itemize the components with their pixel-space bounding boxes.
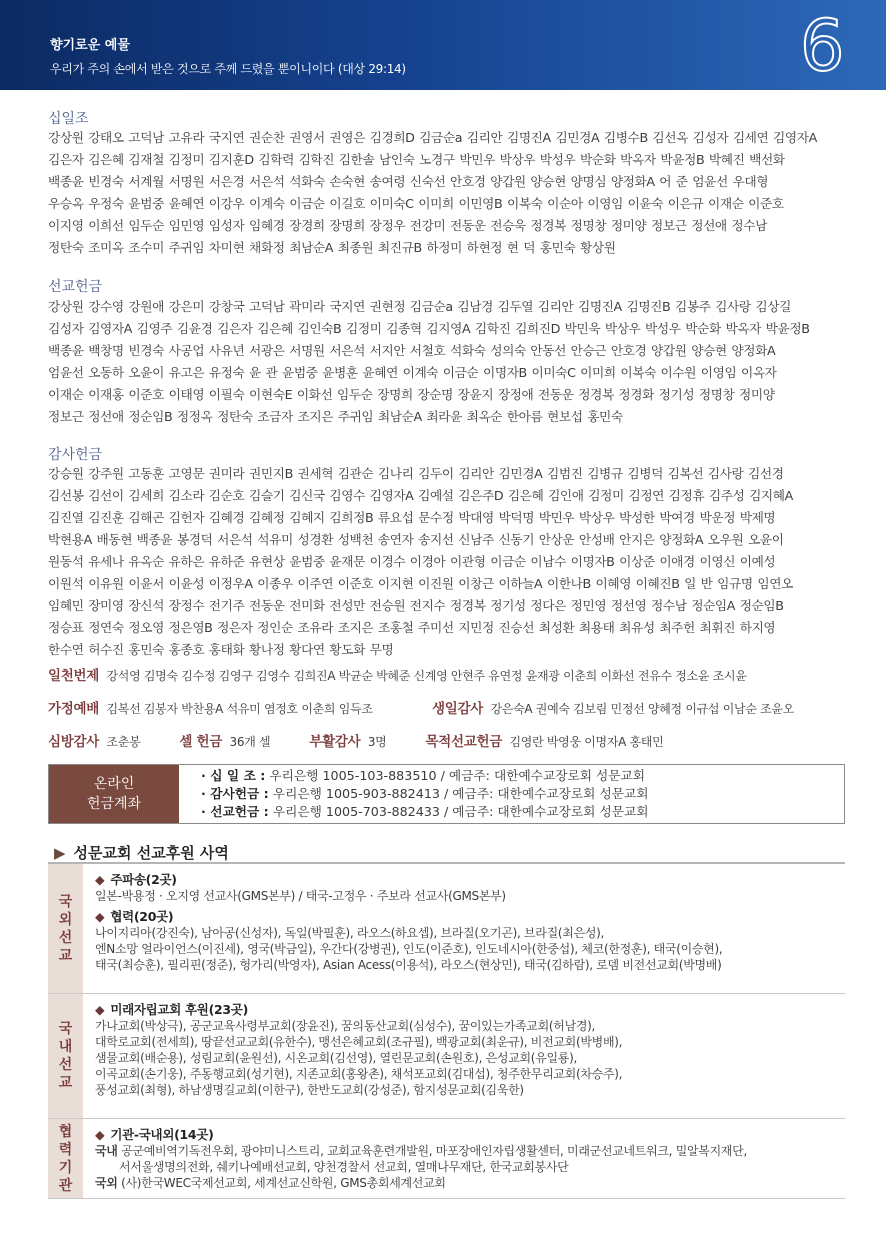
- support-table: [48, 862, 845, 1199]
- name-line: 엄윤선 오동하 오윤이 유고은 유정숙 윤 관 윤범중 윤병훈 윤혜연 이계숙 이금순 이명자B 이미숙C 이미희 이복숙 이수원 이영임 이옥자: [48, 365, 777, 380]
- name-line: 김은자 김은혜 김재철 김정미 김지훈D 김학력 김학진 김한솔 남인숙 노경구 박민우 박상우 박성우 박순화 박옥자 박윤정B 박혜진 백선화: [48, 152, 785, 167]
- diamond-icon: ◆: [95, 909, 105, 924]
- simbang-value: 조춘봉: [106, 735, 141, 749]
- saengil-line: [432, 697, 794, 717]
- account-value: 우리은행 1005-103-883510 / 예금주: 대한예수교장로회 성문교회: [269, 768, 646, 783]
- support-row-domestic: [48, 994, 845, 1119]
- foreign-line: (사)한국WEC국제선교회, 세계선교신학원, GMS총회세계선교회: [121, 1176, 446, 1190]
- support-line: [95, 1143, 845, 1159]
- domestic-key: 국내: [95, 1144, 118, 1158]
- account-row: [201, 803, 649, 821]
- account-key: · 감사헌금 :: [201, 786, 269, 801]
- name-line: 백종윤 빈경숙 서계월 서명원 서은경 서은석 석화숙 손숙현 송여령 신숙선 안호경 양갑원 양승현 양명심 양정화A 어 준 엄윤선 우대형: [48, 174, 769, 189]
- name-line: 임혜민 장미영 장신석 장정수 전기주 전동운 전미화 전성만 전승원 전지수 정경복 정기성 정다은 정민영 정선영 정수남 정순임A 정순임B: [48, 598, 784, 613]
- saengil-label: 생일감사: [432, 701, 483, 717]
- online-account-box: [48, 764, 845, 824]
- support-row-label: [48, 1119, 83, 1198]
- saengil-names: 강은숙A 권예숙 김보림 민정선 양혜정 이규섭 이남순 조윤오: [490, 702, 795, 716]
- name-line: 김선봉 김선이 김세희 김소라 김순호 김슬기 김신국 김영수 김영자A 김예설 김은주D 김은혜 김인애 김정미 김정연 김정휴 김주성 김지혜A: [48, 488, 793, 503]
- support-row-label: [48, 994, 83, 1118]
- buhwal-label: 부활감사: [309, 734, 361, 750]
- mokjeok-label: 목적선교헌금: [425, 734, 502, 750]
- support-row-body: [83, 864, 845, 993]
- cell-value: 36개 셀: [229, 735, 271, 749]
- misc-line-3: [48, 730, 663, 750]
- page-header: [0, 0, 886, 90]
- support-subheading: [95, 872, 845, 888]
- name-line: 이원석 이유원 이윤서 이윤성 이정우A 이종우 이주연 이준호 이지현 이진원 이창근 이하늘A 이한나B 이혜영 이혜진B 일 반 임규명 임연오: [48, 576, 793, 591]
- support-line: 샘물교회(배순용), 성림교회(윤원선), 시온교회(김선영), 열린문교회(손원호), 은성교회(유일룡),: [95, 1051, 577, 1065]
- online-account-label-line2: 헌금계좌: [86, 796, 142, 812]
- name-line: 정탄숙 조미옥 조수미 주귀임 차미현 채화정 최남순A 최종원 최진규B 하정미 하현정 현 덕 홍민숙 황상원: [48, 240, 616, 255]
- support-subheading-text: 기관-국내외(14곳): [110, 1127, 214, 1142]
- support-subheading-text: 주파송(2곳): [110, 872, 177, 887]
- account-value: 우리은행 1005-903-882413 / 예금주: 대한예수교장로회 성문교회: [272, 786, 649, 801]
- section-title-tithe: 십일조: [48, 111, 89, 127]
- account-value: 우리은행 1005-703-882433 / 예금주: 대한예수교장로회 성문교회: [272, 804, 649, 819]
- ilcheon-names: 강석영 김명숙 김수정 김영구 김영수 김희진A 박균순 박혜준 신계영 안현주 유연정 윤재광 이춘희 이화선 전유수 정소윤 조시윤: [106, 669, 747, 683]
- name-line: 백종윤 백창명 빈경숙 사공업 사유년 서광은 서명원 서은석 서지안 서철호 석화숙 성의숙 안동선 안승근 안호경 양갑원 양승현 양정화A: [48, 343, 776, 358]
- support-line: 가나교회(박상극), 공군교육사령부교회(장윤진), 꿈의동산교회(심성수), 꿈이있는가족교회(허남경),: [95, 1019, 596, 1033]
- support-title: [54, 842, 229, 863]
- name-line: 김성자 김영자A 김영주 김윤경 김은자 김은혜 김인숙B 김정미 김종혁 김지영A 김학진 김희진D 박민욱 박상우 박성우 박순화 박옥자 박윤정B: [48, 321, 810, 336]
- section-title-thanks: 감사헌금: [48, 447, 103, 463]
- support-line: 엔N소망 얼라이언스(이진세), 영국(박금일), 우간다(강병권), 인도(이준호), 인도네시아(한중섭), 체코(한정훈), 태국(이승현),: [95, 942, 723, 956]
- support-line: [95, 1175, 845, 1191]
- support-row-overseas: [48, 864, 845, 994]
- support-line: 이곡교회(손기웅), 주동행교회(성기현), 지존교회(홍왕촌), 채석포교회(김대섭), 청주한무리교회(차승주),: [95, 1067, 623, 1081]
- support-row-partners: [48, 1119, 845, 1199]
- support-row-label-text: 협력기관: [58, 1123, 73, 1194]
- support-line: 서서울생명의전화, 쉐키나예배선교회, 양천경찰서 선교회, 열매나무재단, 한국교회봉사단: [119, 1160, 569, 1174]
- section-title-mission: 선교헌금: [48, 279, 103, 295]
- header-title: 향기로운 예물: [50, 38, 130, 53]
- gajeong-label: 가정예배: [48, 701, 99, 717]
- simbang-label: 심방감사: [48, 734, 99, 750]
- mission-names: [48, 296, 850, 428]
- buhwal-value: 3명: [367, 735, 387, 749]
- support-row-label: [48, 864, 83, 993]
- gajeong-names: 김복선 김봉자 박찬용A 석유미 염정호 이춘희 임득조: [106, 702, 373, 716]
- support-row-label-text: 국외선교: [58, 893, 73, 964]
- support-line: 태국(최승훈), 필리핀(정준), 헝가리(박영자), Asian Acess(이용석), 라오스(현상민), 태국(김하람), 로뎀 비전선교회(박명배): [95, 958, 722, 972]
- name-line: 강상원 강태오 고덕남 고유라 국지연 권순찬 권영서 권영은 김경희D 김금순a 김리안 김명진A 김민경A 김병수B 김선옥 김성자 김세연 김영자A: [48, 130, 817, 145]
- online-account-label-line1: 온라인: [93, 776, 135, 792]
- support-subheading: [95, 1127, 845, 1143]
- name-line: 우승옥 우정숙 윤범중 윤혜연 이강우 이계숙 이금순 이길호 이미숙C 이미희 이민영B 이복숙 이순아 이영임 이윤숙 이은규 이재순 이준호: [48, 196, 784, 211]
- online-account-label: [49, 765, 179, 823]
- name-line: 원동석 유세나 유옥순 유하은 유하준 유현상 윤범중 윤재문 이경수 이경아 이관형 이금순 이남수 이명자B 이상준 이애경 이영신 이예성: [48, 554, 776, 569]
- name-line: 이지영 이희선 임두순 임민영 임성자 임혜경 장경희 장명희 장정우 전강미 전동운 전승욱 정경복 정명창 정미양 정보근 정선애 정수남: [48, 218, 767, 233]
- support-subheading: [95, 1002, 845, 1018]
- triangle-right-icon: ▶: [54, 844, 66, 862]
- name-line: 박현용A 배동현 백종윤 봉경덕 서은석 석유미 성경환 성백천 송연자 송지선 신남주 신동기 안상운 안성배 안지은 양정화A 오우원 오윤이: [48, 532, 784, 547]
- support-title-text: 성문교회 선교후원 사역: [73, 844, 229, 862]
- account-row: [201, 767, 649, 785]
- foreign-key: 국외: [95, 1176, 118, 1190]
- support-row-body: [83, 994, 845, 1118]
- support-subheading-text: 미래자립교회 후원(23곳): [110, 1002, 248, 1017]
- support-line: 대학로교회(전세희), 땅끝선교교회(유한수), 맹선은혜교회(조규필), 백광교회(최운규), 비전교회(박병배),: [95, 1035, 623, 1049]
- name-line: 강상원 강수영 강원애 강은미 강창국 고덕남 곽미라 국지연 권현정 김금순a 김남경 김두열 김리안 김명진A 김명진B 김봉주 김사랑 김상길: [48, 299, 791, 314]
- support-row-body: [83, 1119, 845, 1198]
- account-row: [201, 785, 649, 803]
- name-line: 정보근 정선애 정순임B 정정옥 정탄숙 조금자 조지은 주귀임 최남순A 최라윤 최옥순 한아름 현보섭 홍민숙: [48, 409, 623, 424]
- name-line: 정승표 정연숙 정오영 정은영B 정은자 정인순 조유라 조지은 조홍철 주미선 지민정 진승선 최성환 최용태 최유성 최주헌 최휘진 하지영: [48, 620, 776, 635]
- diamond-icon: ◆: [95, 872, 105, 887]
- cell-label: 셀 헌금: [179, 734, 223, 750]
- support-line: 나이지리아(강진숙), 남아공(신성자), 독일(박필훈), 라오스(하요셉), 브라질(오기곤), 브라질(최은성),: [95, 926, 605, 940]
- diamond-icon: ◆: [95, 1127, 105, 1142]
- domestic-line: 공군예비역기독전우회, 광야미니스트리, 교회교육훈련개발원, 마포장애인자립생활센터, 미래군선교네트워크, 밀알복지재단,: [121, 1144, 747, 1158]
- support-row-label-text: 국내선교: [58, 1021, 73, 1091]
- tithe-names: [48, 127, 850, 259]
- diamond-icon: ◆: [95, 1002, 105, 1017]
- account-key: · 선교헌금 :: [201, 804, 269, 819]
- ilcheon-label: 일천번제: [48, 668, 99, 684]
- mokjeok-names: 김영란 박영웅 이명자A 홍태민: [509, 735, 664, 749]
- gajeong-line: [48, 697, 373, 717]
- header-verse: 우리가 주의 손에서 받은 것으로 주께 드렸을 뿐이니이다 (대상 29:14): [50, 62, 406, 76]
- support-line: 풍성교회(최형), 하남생명길교회(이한구), 한반도교회(강성준), 함지성문교회(김욱한): [95, 1083, 524, 1097]
- name-line: 한수연 허수진 홍민숙 홍종호 홍태화 황나정 황다연 황도화 무명: [48, 642, 394, 657]
- thanks-names: [48, 463, 850, 661]
- name-line: 이재순 이재홍 이준호 이태영 이필숙 이현숙E 이화선 임두순 장명희 장순명 장윤지 장정애 전동운 정경복 정경화 정기성 정명창 정미양: [48, 387, 775, 402]
- support-subheading-text: 협력(20곳): [110, 909, 174, 924]
- support-subheading: [95, 909, 845, 925]
- name-line: 강승원 강주원 고동훈 고영문 권미라 권민지B 권세혁 김관순 김나리 김두이 김리안 김민경A 김범진 김병규 김병덕 김복선 김사랑 김선경: [48, 466, 784, 481]
- account-key: · 십 일 조 :: [201, 768, 266, 783]
- support-line: 일본-박용정 · 오지영 선교사(GMS본부) / 태국-고정우 · 주보라 선교사(GMS본부): [95, 889, 506, 903]
- page-number: 6: [800, 5, 845, 87]
- name-line: 김진열 김진훈 김해곤 김헌자 김혜경 김혜정 김혜지 김희정B 류요섭 문수정 박대영 박덕명 박민우 박상우 박성한 박여경 박운정 박제명: [48, 510, 776, 525]
- ilcheon-line: [48, 664, 747, 684]
- online-account-list: [179, 765, 649, 823]
